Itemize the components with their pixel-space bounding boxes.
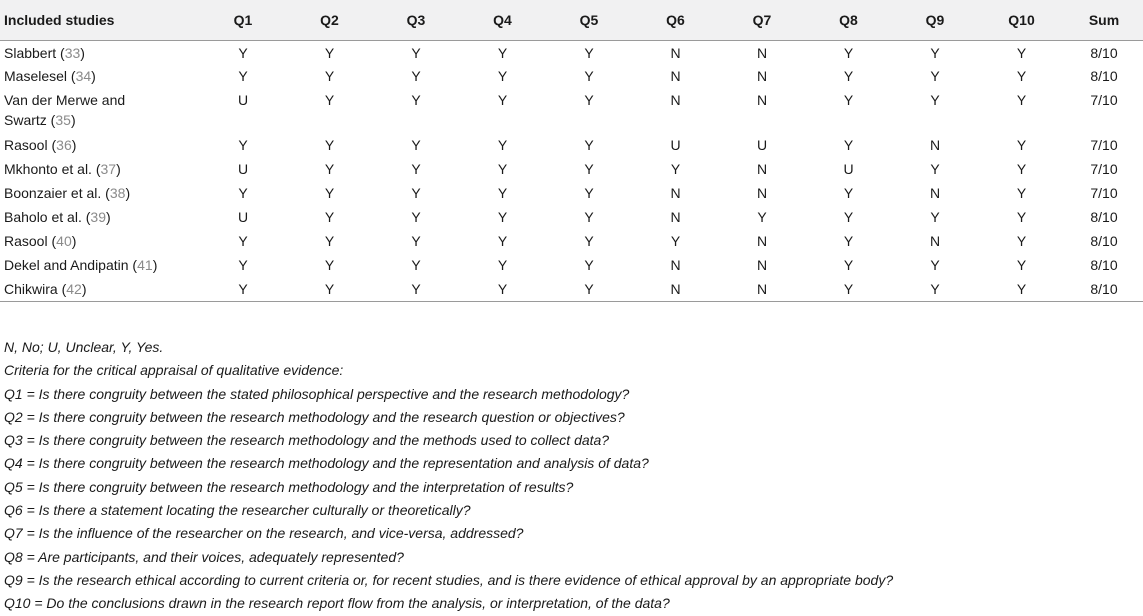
table-row (0, 205, 1143, 229)
rating-cell-q5: Y (584, 44, 594, 61)
header-included-studies: Included studies (0, 0, 200, 40)
rating-cell-q5: Y (584, 281, 594, 297)
rating-cell-q1: U (237, 209, 249, 225)
rating-cell-q6: N (670, 92, 681, 108)
rating-cell-q4: Y (497, 209, 508, 225)
rating-cell-q4: Y (497, 92, 508, 108)
rating-cell-q1: U (237, 161, 249, 177)
study-cell: Van der Merwe and Swartz (35) (4, 92, 126, 128)
rating-cell-q3: Y (411, 137, 421, 153)
rating-cell-q4: Y (497, 257, 508, 273)
reference-link[interactable]: 41 (137, 257, 153, 273)
rating-cell-q4: Y (497, 68, 508, 84)
rating-cell-q3: Y (411, 233, 421, 249)
criteria-item: Q5 = Is there congruity between the research methodology and the interpretation of results? (4, 478, 574, 495)
reference-link[interactable]: 39 (90, 209, 106, 225)
rating-cell-q8: Y (843, 209, 854, 225)
header-sum: Sum (1065, 0, 1143, 40)
rating-cell-q8: Y (843, 92, 854, 108)
criteria-item: Q1 = Is there congruity between the stated philosophical perspective and the research methodology? (4, 385, 630, 402)
rating-cell-q10: Y (1016, 137, 1027, 153)
sum-cell: 8/10 (1090, 281, 1118, 297)
criteria-list (4, 383, 1134, 616)
rating-cell-q8: Y (843, 44, 854, 61)
table-footnotes (4, 336, 1134, 616)
reference-link[interactable]: 42 (66, 281, 82, 297)
study-name-line2: Swartz (4, 112, 47, 128)
rating-cell-q10: Y (1016, 161, 1027, 177)
criteria-item: Q2 = Is there congruity between the research methodology and the research question or objectives? (4, 408, 625, 425)
study-cell: Chikwira (42) (4, 281, 87, 297)
rating-cell-q3: Y (411, 185, 421, 201)
study-name: Mkhonto et al. (4, 161, 92, 177)
rating-cell-q7: Y (757, 209, 767, 225)
rating-cell-q6: Y (670, 233, 681, 249)
sum-cell: 8/10 (1090, 68, 1118, 84)
rating-cell-q2: Y (324, 44, 335, 61)
rating-cell-q3: Y (411, 161, 421, 177)
reference-link[interactable]: 40 (56, 233, 72, 249)
rating-cell-q5: Y (584, 209, 594, 225)
rating-cell-q1: Y (238, 257, 248, 273)
rating-cell-q2: Y (324, 161, 335, 177)
rating-cell-q9: Y (930, 281, 940, 297)
rating-cell-q1: Y (238, 137, 248, 153)
header-q2: Q2 (286, 0, 373, 40)
header-q3: Q3 (373, 0, 459, 40)
appraisal-table (0, 0, 1143, 302)
sum-cell: 7/10 (1090, 137, 1118, 153)
study-name: Slabbert (4, 44, 57, 61)
rating-cell-q1: Y (238, 185, 248, 201)
criteria-item: Q10 = Do the conclusions drawn in the research report flow from the analysis, or interpretation, of the data? (4, 595, 670, 612)
rating-cell-q1: Y (238, 44, 248, 61)
reference-link[interactable]: 34 (75, 68, 92, 84)
rating-cell-q8: Y (843, 137, 854, 153)
rating-cell-q9: Y (930, 209, 940, 225)
sum-cell: 7/10 (1090, 185, 1118, 201)
rating-cell-q3: Y (411, 281, 421, 297)
rating-cell-q5: Y (584, 185, 594, 201)
study-name: Boonzaier et al. (4, 185, 102, 201)
rating-cell-q1: Y (238, 281, 248, 297)
rating-cell-q5: Y (584, 137, 594, 153)
reference-link[interactable]: 35 (55, 112, 71, 128)
header-q9: Q9 (892, 0, 978, 40)
study-cell: Baholo et al. (39) (4, 209, 111, 225)
header-q10: Q10 (978, 0, 1065, 40)
table-row (0, 181, 1143, 205)
table-row (0, 64, 1143, 88)
rating-cell-q4: Y (497, 281, 508, 297)
rating-cell-q7: N (756, 68, 768, 84)
table-row (0, 277, 1143, 302)
table-row (0, 253, 1143, 277)
criteria-item: Q9 = Is the research ethical according to current criteria or, for recent studies, and is there evidence of ethical approval by an appropriate body? (4, 571, 894, 588)
rating-cell-q4: Y (497, 137, 508, 153)
rating-cell-q6: N (670, 68, 681, 84)
header-q7: Q7 (719, 0, 805, 40)
rating-cell-q6: N (670, 185, 681, 201)
rating-cell-q8: Y (843, 185, 854, 201)
rating-cell-q5: Y (584, 233, 594, 249)
rating-cell-q4: Y (497, 185, 508, 201)
study-name: Dekel and Andipatin (4, 257, 129, 273)
sum-cell: 7/10 (1090, 92, 1118, 108)
table-row (0, 229, 1143, 253)
rating-cell-q2: Y (324, 92, 335, 108)
sum-cell: 8/10 (1090, 44, 1118, 61)
rating-cell-q4: Y (497, 233, 508, 249)
rating-cell-q7: N (756, 281, 768, 297)
rating-cell-q8: Y (843, 233, 854, 249)
rating-cell-q6: N (670, 44, 681, 61)
rating-cell-q8: Y (843, 257, 854, 273)
rating-cell-q10: Y (1016, 68, 1027, 84)
study-cell: Slabbert (33) (4, 44, 85, 61)
sum-cell: 7/10 (1090, 161, 1118, 177)
study-name: Rasool (4, 233, 48, 249)
rating-cell-q8: Y (843, 281, 854, 297)
rating-cell-q9: Y (930, 68, 940, 84)
rating-cell-q2: Y (324, 233, 335, 249)
rating-cell-q7: N (756, 161, 768, 177)
header-q5: Q5 (546, 0, 632, 40)
rating-cell-q5: Y (584, 161, 594, 177)
rating-cell-q7: U (756, 137, 768, 153)
rating-cell-q9: N (929, 233, 941, 249)
rating-cell-q3: Y (411, 209, 421, 225)
rating-cell-q2: Y (324, 257, 335, 273)
rating-cell-q10: Y (1016, 92, 1027, 108)
rating-cell-q3: Y (411, 257, 421, 273)
table-header-row (0, 0, 1143, 40)
rating-cell-q8: Y (843, 68, 854, 84)
rating-cell-q6: N (670, 257, 681, 273)
rating-cell-q9: Y (930, 161, 940, 177)
table-row (0, 88, 1143, 133)
rating-cell-q7: N (756, 257, 768, 273)
rating-cell-q7: N (756, 44, 768, 61)
criteria-item: Q6 = Is there a statement locating the researcher culturally or theoretically? (4, 502, 471, 519)
rating-cell-q3: Y (411, 44, 421, 61)
rating-cell-q1: Y (238, 68, 248, 84)
rating-cell-q1: U (237, 92, 249, 108)
study-cell: Boonzaier et al. (38) (4, 185, 131, 201)
rating-cell-q7: N (756, 185, 768, 201)
rating-cell-q4: Y (497, 161, 508, 177)
study-name: Van der Merwe and (4, 92, 126, 108)
criteria-item: Q7 = Is the influence of the researcher on the research, and vice-versa, addressed? (4, 525, 524, 542)
reference-link[interactable]: 33 (64, 44, 81, 61)
rating-cell-q10: Y (1016, 44, 1027, 61)
rating-cell-q5: Y (584, 92, 594, 108)
rating-cell-q10: Y (1016, 281, 1027, 297)
rating-cell-q6: N (670, 209, 681, 225)
rating-cell-q5: Y (584, 257, 594, 273)
study-name: Chikwira (4, 281, 58, 297)
reference-link[interactable]: 37 (100, 161, 117, 177)
header-q6: Q6 (632, 0, 719, 40)
study-cell: Rasool (36) (4, 137, 77, 153)
header-q1: Q1 (200, 0, 286, 40)
rating-cell-q2: Y (324, 281, 335, 297)
rating-cell-q6: N (670, 281, 681, 297)
rating-cell-q9: Y (930, 44, 940, 61)
table-row (0, 40, 1143, 64)
rating-cell-q4: Y (497, 44, 508, 61)
rating-cell-q9: Y (930, 257, 940, 273)
rating-cell-q10: Y (1016, 257, 1027, 273)
rating-cell-q6: Y (670, 161, 681, 177)
criteria-item: Q3 = Is there congruity between the research methodology and the methods used to collect data? (4, 432, 610, 449)
reference-link[interactable]: 36 (56, 137, 72, 153)
study-cell: Mkhonto et al. (37) (4, 161, 121, 177)
study-cell: Rasool (40) (4, 233, 77, 249)
table-row (0, 133, 1143, 157)
rating-cell-q7: N (756, 233, 768, 249)
rating-cell-q2: Y (324, 137, 335, 153)
criteria-title: Criteria for the critical appraisal of qualitative evidence: (4, 362, 344, 379)
study-cell: Maselesel (34) (4, 68, 96, 84)
study-name: Maselesel (4, 68, 68, 84)
rating-cell-q2: Y (324, 185, 335, 201)
sum-cell: 8/10 (1090, 233, 1118, 249)
rating-cell-q3: Y (411, 68, 421, 84)
reference-link[interactable]: 38 (109, 185, 126, 201)
rating-cell-q3: Y (411, 92, 421, 108)
rating-cell-q2: Y (324, 209, 335, 225)
criteria-item: Q8 = Are participants, and their voices, adequately represented? (4, 548, 404, 565)
criteria-item: Q4 = Is there congruity between the research methodology and the representation and analysis of data? (4, 455, 649, 472)
rating-cell-q5: Y (584, 68, 594, 84)
table-body (0, 40, 1143, 302)
header-q8: Q8 (805, 0, 892, 40)
study-name: Rasool (4, 137, 48, 153)
rating-cell-q6: U (670, 137, 681, 153)
rating-cell-q10: Y (1016, 185, 1027, 201)
abbreviation-note: N, No; U, Unclear, Y, Yes. (4, 339, 164, 355)
rating-cell-q2: Y (324, 68, 335, 84)
sum-cell: 8/10 (1090, 257, 1118, 273)
rating-cell-q8: U (843, 161, 854, 177)
rating-cell-q9: N (929, 137, 941, 153)
rating-cell-q10: Y (1016, 233, 1027, 249)
rating-cell-q9: Y (930, 92, 940, 108)
study-name: Baholo et al. (4, 209, 82, 225)
rating-cell-q1: Y (238, 233, 248, 249)
sum-cell: 8/10 (1090, 209, 1118, 225)
rating-cell-q10: Y (1016, 209, 1027, 225)
table-row (0, 157, 1143, 181)
header-q4: Q4 (459, 0, 546, 40)
study-cell: Dekel and Andipatin (41) (4, 257, 158, 273)
rating-cell-q7: N (756, 92, 768, 108)
rating-cell-q9: N (929, 185, 941, 201)
